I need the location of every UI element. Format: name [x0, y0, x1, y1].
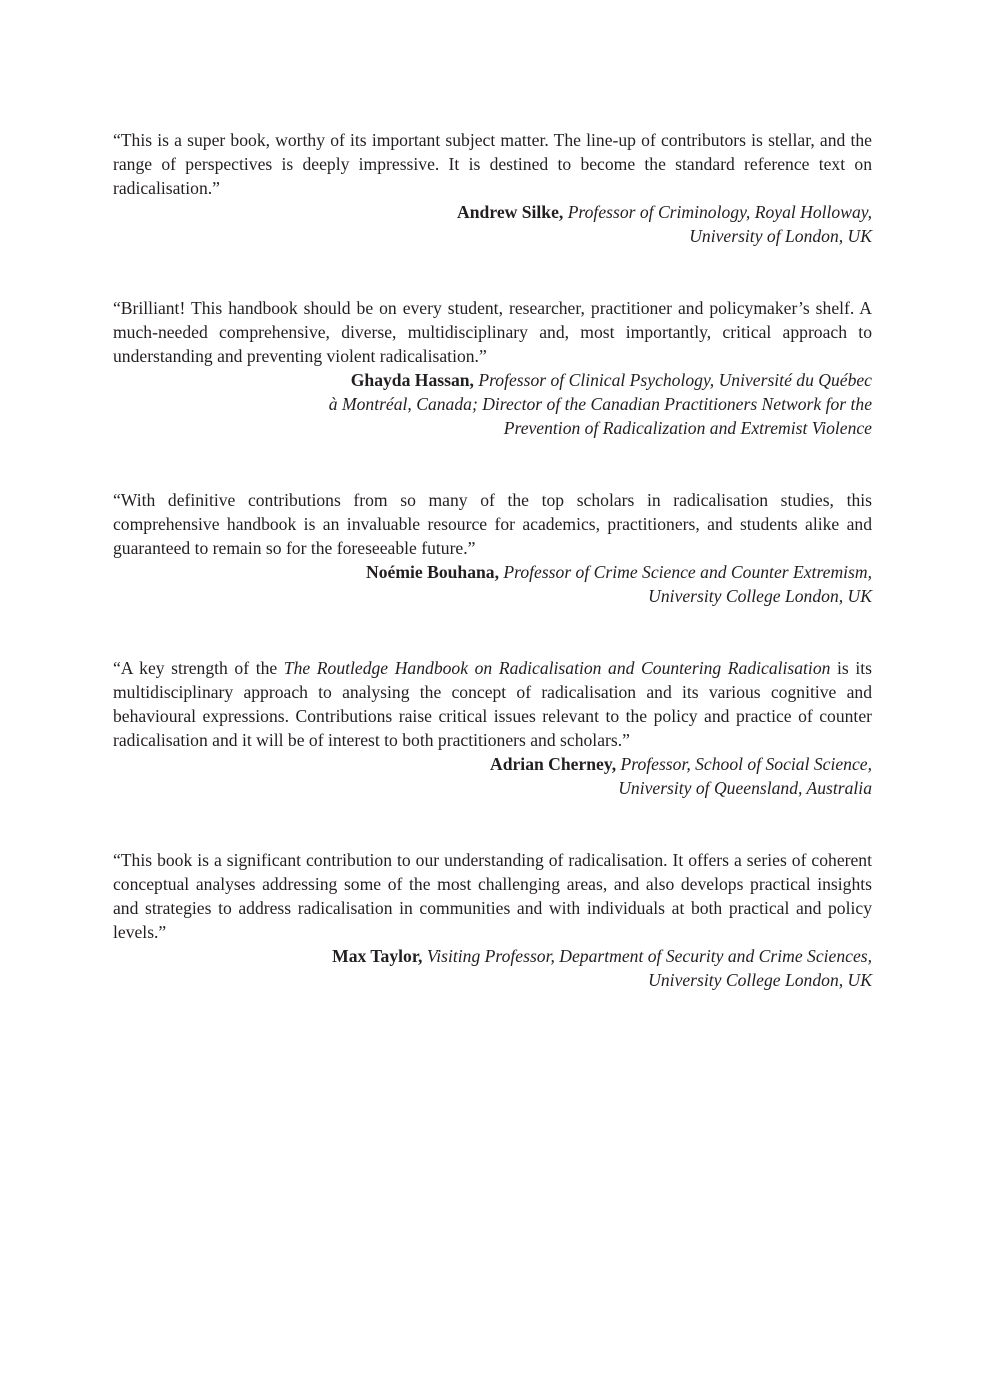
endorsement-attribution [113, 752, 872, 800]
endorser-role: Professor of Crime Science and Counter Extremism, [503, 562, 872, 582]
endorser-affiliation: University College London, UK [648, 586, 872, 606]
endorser-affiliation: University of Queensland, Australia [618, 778, 872, 798]
endorser-affiliation: University College London, UK [648, 970, 872, 990]
endorser-name: Andrew Silke, [457, 202, 564, 222]
endorsement-quote: “Brilliant! This handbook should be on every student, researcher, practitioner and policymaker’s shelf. A much-needed comprehensive, diverse, multidisciplinary and, most importantly, critical approach to understanding and preventing violent radicalisation.” [113, 298, 872, 366]
endorsement-attribution [113, 368, 872, 440]
endorsement-attribution [113, 944, 872, 992]
endorsement-quote: “This is a super book, worthy of its important subject matter. The line-up of contributors is stellar, and the range of perspectives is deeply impressive. It is destined to become the standard reference text on radicalisation.” [113, 130, 872, 198]
endorsement-attribution [113, 200, 872, 248]
endorsement-hassan [113, 296, 872, 440]
endorser-role: Professor, School of Social Science, [620, 754, 872, 774]
endorser-affiliation: à Montréal, Canada; Director of the Canadian Practitioners Network for the [328, 394, 872, 414]
endorsement-quote: “With definitive contributions from so many of the top scholars in radicalisation studies, this comprehensive handbook is an invaluable resource for academics, practitioners, and students alike and guaranteed to remain so for the foreseeable future.” [113, 490, 872, 558]
quote-prefix: “A key strength of the [113, 658, 284, 678]
endorsement-quote [113, 656, 872, 752]
endorsement-silke [113, 128, 872, 248]
endorser-name: Adrian Cherney, [490, 754, 617, 774]
endorser-role: Professor of Criminology, Royal Holloway, [567, 202, 872, 222]
endorser-name: Max Taylor, [332, 946, 423, 966]
endorser-role: Professor of Clinical Psychology, Université du Québec [478, 370, 872, 390]
endorser-role: Visiting Professor, Department of Security and Crime Sciences, [426, 946, 872, 966]
endorsement-quote: “This book is a significant contribution to our understanding of radicalisation. It offers a series of coherent conceptual analyses addressing some of the most challenging areas, and also develops practical insights and strategies to address radicalisation in communities and with individuals at both practical and policy levels.” [113, 850, 872, 942]
endorsement-cherney [113, 656, 872, 800]
endorser-affiliation: Prevention of Radicalization and Extremist Violence [503, 418, 872, 438]
endorsements-page [113, 128, 872, 1040]
quote-suffix: is its multidisciplinary approach to analysing the concept of radicalisation and its various cognitive and behavioural expressions. Contributions raise critical issues relevant to the policy and practice of counter radicalisation and it will be of interest to both practitioners and scholars.” [113, 658, 872, 750]
endorser-name: Noémie Bouhana, [366, 562, 499, 582]
endorsement-bouhana [113, 488, 872, 608]
endorser-affiliation: University of London, UK [689, 226, 872, 246]
endorsement-taylor [113, 848, 872, 992]
endorsement-attribution [113, 560, 872, 608]
book-title: The Routledge Handbook on Radicalisation and Countering Radicalisation [283, 658, 831, 678]
endorser-name: Ghayda Hassan, [350, 370, 474, 390]
